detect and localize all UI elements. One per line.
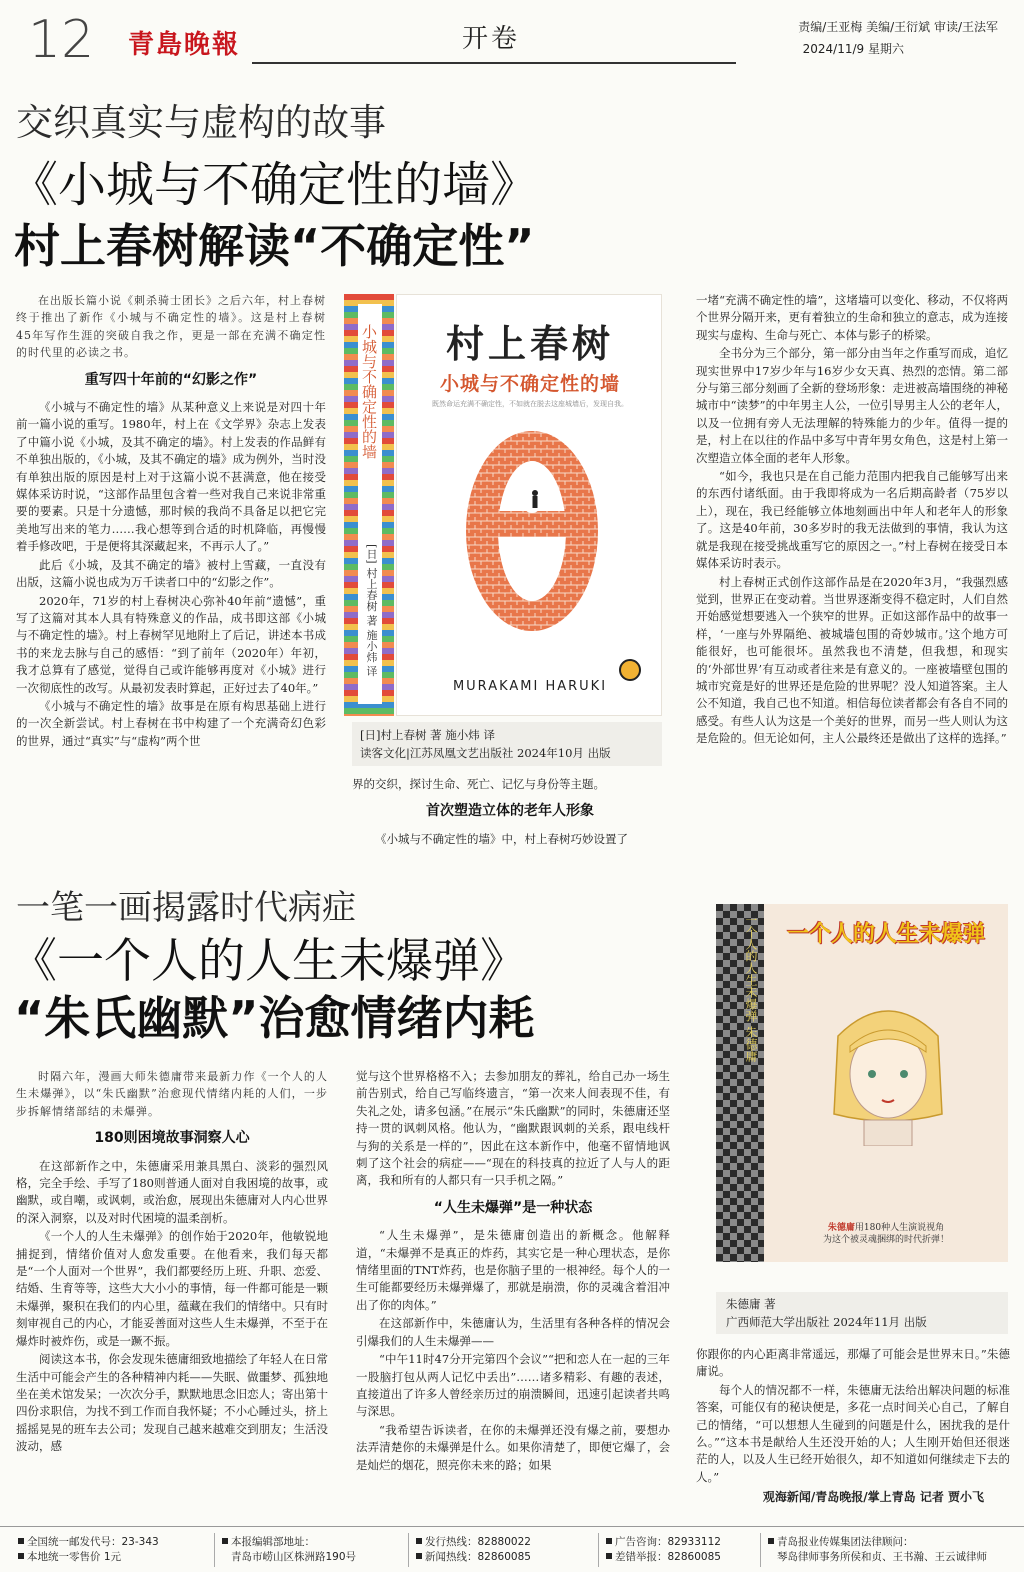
footer-line: 琴岛律师事务所侯和贞、王书瀚、王云诚律师 xyxy=(777,1551,987,1563)
paragraph: 界的交织，探讨生命、死亡、记忆与身份等主题。 xyxy=(352,777,605,791)
spine-title: 小城与不确定性的墙 xyxy=(360,324,378,459)
footer-legal xyxy=(768,1535,987,1565)
page-number: 12 xyxy=(28,10,95,70)
article2-subhead-1: 180则困境故事洞察人心 xyxy=(94,1130,250,1147)
cover-tagline: 既然命运充满不确定性，不如就在脱去这座城墙后，发现自我。 xyxy=(432,400,628,408)
article2-column-3 xyxy=(696,1346,1010,1487)
cover-slogan xyxy=(764,1222,1008,1246)
paragraph: 在这部新作之中，朱德庸采用兼具黑白、淡彩的强烈风格，完全手绘、手写了180则普通人面对自我困境的故事，或幽默，或自嘲，或讽刺，或治愈，展现出朱德庸对人内心世界的深入洞察，以及对时代困境的温柔剖析。 xyxy=(16,1158,328,1225)
cover-slogan-text: 用180种人生演说视角 xyxy=(854,1223,945,1233)
article2-kicker: 一笔一画揭露时代病症 xyxy=(16,888,356,928)
paragraph: 在这部新作中，朱德庸认为，生活里有各种各样的情况会引爆我们的人生未爆弹—— xyxy=(356,1316,670,1348)
cover-romanized-author: MURAKAMI HARUKI xyxy=(452,679,608,694)
article2-headline: “朱氏幽默”治愈情绪内耗 xyxy=(14,991,535,1045)
header-rule xyxy=(252,62,736,64)
paragraph: 《一个人的人生未爆弹》的创作始于2020年，他敏锐地捕捉到，情绪价值对人愈发重要。在他看来，我们每天都是“一个人面对一个世界”，我们都要经历上班、升职、恋爱、结婚、生育等等，这些大大小小的事情，每一件都可能是一颗未爆弹，聚积在我们的内心里，蕴藏在我们的情绪中。只有时刻审视自己的内心，才能妥善面对这些人生未爆弹，不至于在爆炸时被炸伤，或是一蹶不振。 xyxy=(16,1229,328,1348)
cover-author: 朱德庸 xyxy=(827,1223,855,1233)
book-front xyxy=(764,904,1008,1262)
footer-line: 青岛市崂山区株洲路190号 xyxy=(231,1551,357,1563)
paragraph: 《小城与不确定性的墙》中，村上春树巧妙设置了 xyxy=(375,831,628,846)
paragraph: 你跟你的内心距离非常遥远，那爆了可能会是世界末日。”朱德庸说。 xyxy=(696,1347,1010,1379)
section-title: 开卷 xyxy=(462,24,521,54)
article1-column-2 xyxy=(352,776,668,849)
paragraph: 一堵“充满不确定性的墙”，这堵墙可以变化、移动，不仅将两个世界分隔开来，更有着独立的生命和独立的意志，成为连接现实与虚构、生命与死亡、本体与影子的桥梁。 xyxy=(696,293,1008,342)
masthead xyxy=(0,0,1024,70)
article1-column-3 xyxy=(696,292,1008,749)
footer-line: 广告咨询：82933112 xyxy=(606,1535,721,1550)
paragraph: 每个人的情况都不一样，朱德庸无法给出解决问题的标准答案，可能仅有的秘诀便是，多花一点时间关心自己，了解自己的情绪，“可以想想人生碰到的问题是什么，困扰我的是什么。”“这本书是献给人生还没开始的人；人生刚开始但还很迷茫的人，以及人生已经开始很久，却不知道如何继续走下去的人。” xyxy=(696,1382,1010,1484)
article2-lead: 时隔六年，漫画大师朱德庸带来最新力作《一个人的人生未爆弹》，以“朱氏幽默”治愈现代情绪内耗的人们，一步步拆解情绪部结的未爆弹。 xyxy=(16,1070,328,1118)
divider xyxy=(408,1533,409,1567)
paragraph: 村上春树正式创作这部作品是在2020年3月，“我强烈感觉到，世界正在变动着。当世界逐渐变得不稳定时，人们自然开始感觉想要逃入一个狭窄的世界。正如这部作品中的故事一样，‘一座与外界隔绝、被城墙包围的奇妙城市。’这个地方可能很好，也可能很坏。虽然我也不清楚，但我想，和现实的‘外部世界’有互动或者往来是有意义的。一座被墙壁包围的城市究竟是好的世界还是危险的世界呢？没人知道答案。主人公不知道，我自己也不知道。相信每位读者都会有各自不同的感受。有些人认为这是一个美好的世界，而另一些人则认为这是危险的。但无论如何，主人公最终还是做出了这样的选择。” xyxy=(696,574,1008,746)
divider xyxy=(214,1533,215,1567)
footer-line: 本报编辑部地址： xyxy=(222,1535,356,1550)
article1-headline: 村上春树解读“不确定性” xyxy=(14,219,535,273)
book2-caption xyxy=(716,1292,1008,1334)
book-cover-murakami xyxy=(344,294,662,716)
paragraph: 阅读这本书，你会发现朱德庸细致地描绘了年轻人在日常生活中可能会产生的各种精神内耗——失眠、做噩梦、孤独地坐在美术馆发呆；一次次分手，默默地思念旧恋人；寄出第十四份求职信，为找不到工作而自我怀疑；不小心睡过头，挤上摇摇晃晃的班车去公司；发现自己越来越难交到朋友；生活没波动，感 xyxy=(16,1352,328,1454)
brick-wall-illustration xyxy=(457,421,607,641)
cover-title: 一个人的人生未爆弹 xyxy=(786,922,985,947)
spine-title: 一个人的人生未爆弹 朱德庸 xyxy=(744,914,758,1062)
divider xyxy=(598,1533,599,1567)
footer-line: 青岛报业传媒集团法律顾问： xyxy=(768,1535,987,1550)
article2-subhead-2: “人生未爆弹”是一种状态 xyxy=(433,1199,593,1216)
book-cover-zhu-deyong xyxy=(716,904,1008,1262)
paragraph: “如今，我也只是在自己能力范围内把我自己能够写出来的东西付诸纸面。由于我即将成为一名后期高龄者（75岁以上），现在，我已经能够立体地刻画出中年人和老年人的形象了。这是40年前，30多岁时的我无法做到的事情，我认为这就是我现在接受挑战重写它的原因之一。”村上春树在接受日本媒体采访时表示。 xyxy=(696,469,1008,571)
paragraph: 2020年，71岁的村上春树决心弥补40年前“遗憾”，重写了这篇对其本人具有特殊意义的作品，成书即这部《小城与不确定性的墙》。村上春树罕见地附上了后记，讲述本书成书的来龙去脉与自己的感悟：“到了前年（2020年）年初，我才总算有了感觉，觉得自己或许能够再度对《小城》进行一次彻底性的改写。从最初发表时算起，正好过去了40年。” xyxy=(16,593,326,695)
footer-line: 本地统一零售价 1元 xyxy=(18,1550,159,1565)
paragraph: 全书分为三个部分，第一部分由当年之作重写而成，追忆现实世界中17岁少年与16岁少女天真、热烈的恋情。第二部分与第三部分刻画了全新的登场形象：走进被高墙围绕的神秘城市中“读梦”的中年男主人公，一位引导男主人公的老年人，以及一位拥有旁人无法理解的特殊能力的少年。值得一提的是，村上在以往的作品中多写中青年男女角色，这是村上第一次塑造立体全面的老年人形象。 xyxy=(696,346,1008,465)
paragraph: 《小城与不确定性的墙》从某种意义上来说是对四十年前一篇小说的重写。1980年，村上在《文学界》杂志上发表了中篇小说《小城，及其不确定的墙》。村上发表的作品鲜有不单独出版的，《小城，及其不确定的墙》成为例外，当时没有单独出版的原因是村上对于这篇小说不甚满意，他在接受媒体采访时说，“这部作品里包含着一些对我自己来说非常重要的要素。只是十分遗憾，那时候的我尚不具备足以把它完美地写出来的笔力……我心想等到合适的时机降临，再慢慢着手修改吧，于是便将其深藏起来，不再示人了。” xyxy=(16,400,326,554)
article2-column-2 xyxy=(356,1068,670,1475)
footer-line: 差错举报：82860085 xyxy=(606,1550,721,1565)
article1-subhead-1: 重写四十年前的“幻影之作” xyxy=(84,371,258,388)
book1-publisher: 读客文化|江苏凤凰文艺出版社 2024年10月 出版 xyxy=(360,746,611,760)
footer-postal xyxy=(18,1535,159,1565)
cover-author: 村上春树 xyxy=(445,321,614,366)
book-front xyxy=(396,294,662,716)
spine-author: [日] 村上春树 著 施小炜 译 xyxy=(365,544,378,677)
paragraph: “我希望告诉读者，在你的未爆弹还没有爆之前，要想办法弄清楚你的未爆弹是什么。如果你清楚了，即便它爆了，会是灿烂的烟花，照亮你未来的路；如果 xyxy=(356,1422,670,1472)
footer xyxy=(0,1526,1024,1572)
article1-column-1 xyxy=(16,292,326,751)
issue-date: 2024/11/9 星期六 xyxy=(802,42,904,56)
editors-credit: 责编/王亚梅 美编/王衍斌 审读/王法军 xyxy=(798,20,998,34)
footer-address xyxy=(222,1535,356,1565)
reporter-byline: 观海新闻/青岛晚报/掌上青岛 记者 贾小飞 xyxy=(762,1490,984,1504)
footer-line: 新闻热线：82860085 xyxy=(416,1550,531,1565)
article2-book-title: 《一个人的人生未爆弹》 xyxy=(10,934,527,989)
cover-slogan-line-2: 为这个被灵魂捆绑的时代折弹！ xyxy=(822,1235,949,1245)
article1-lead: 在出版长篇小说《刺杀骑士团长》之后六年，村上春树终于推出了新作《小城与不确定性的墙》。这是村上春树45年写作生涯的突破自我之作，更是一部在充满不确定性的时代里的必读之书。 xyxy=(16,294,326,360)
article1-kicker: 交织真实与虚构的故事 xyxy=(16,101,386,144)
paragraph: 觉与这个世界格格不入；去参加朋友的葬礼，给自己办一场生前告别式，给自己写临终遗言，“第一次来人间表现不佳，有失礼之处，请多包涵。”在展示“朱氏幽默”的同时，朱德庸还坚持一贯的讽刺风格。他认为，“幽默跟讽刺的关系，跟电线杆与狗的关系是一样的”，因此在这本新作中，他毫不留情地讽刺了这个社会的病症——“现在的科技真的拉近了人与人的距离，我和所有的人都只有一只手机之隔。” xyxy=(356,1069,670,1188)
article2-column-1 xyxy=(16,1068,328,1457)
publisher-seal-icon xyxy=(619,659,641,681)
footer-hotlines xyxy=(416,1535,531,1565)
footer-line: 全国统一邮发代号：23-343 xyxy=(18,1535,159,1550)
paragraph: “人生未爆弹”，是朱德庸创造出的新概念。他解释道，“未爆弹不是真正的炸药，其实它是一种心理状态，是你情绪里面的TNT炸药，也是你脑子里的一根神经。每个人的一生可能都要经历未爆弹爆了，那就是崩溃，你的灵魂含着泪冲出了你的肉体。” xyxy=(356,1228,670,1312)
paragraph: 《小城与不确定性的墙》故事是在原有构思基础上进行的一次全新尝试。村上春树在书中构建了一个充满奇幻色彩的世界，通过“真实”与“虚构”两个世 xyxy=(16,698,326,748)
book1-caption xyxy=(352,722,662,766)
newspaper-logo: 青島晚報 xyxy=(128,30,241,60)
cover-title: 小城与不确定性的墙 xyxy=(439,373,620,395)
article1-subhead-2: 首次塑造立体的老年人形象 xyxy=(426,803,594,820)
cover-slogan-line-1 xyxy=(764,1222,1008,1234)
footer-ads xyxy=(606,1535,721,1565)
paragraph: “中午11时47分开完第四个会议”“把和恋人在一起的三年一股脑打包从两人记忆中丢出”……诸多精彩、有趣的表述，直接道出了许多人曾经亲历过的崩溃瞬间，迅速引起读者共鸣与深思。 xyxy=(356,1352,670,1419)
article1-book-title: 《小城与不确定性的墙》 xyxy=(10,157,539,213)
girl-portrait-illustration xyxy=(824,996,952,1146)
book1-credit: [日]村上春树 著 施小炜 译 xyxy=(360,728,495,742)
paragraph: 此后《小城，及其不确定的墙》被村上雪藏，一直没有出版，这篇小说也成为万千读者口中的“幻影之作”。 xyxy=(16,557,326,590)
divider xyxy=(760,1533,761,1567)
book2-credit: 朱德庸 著 xyxy=(726,1297,776,1311)
footer-line: 发行热线：82880022 xyxy=(416,1535,531,1550)
book2-publisher: 广西师范大学出版社 2024年11月 出版 xyxy=(726,1315,927,1329)
